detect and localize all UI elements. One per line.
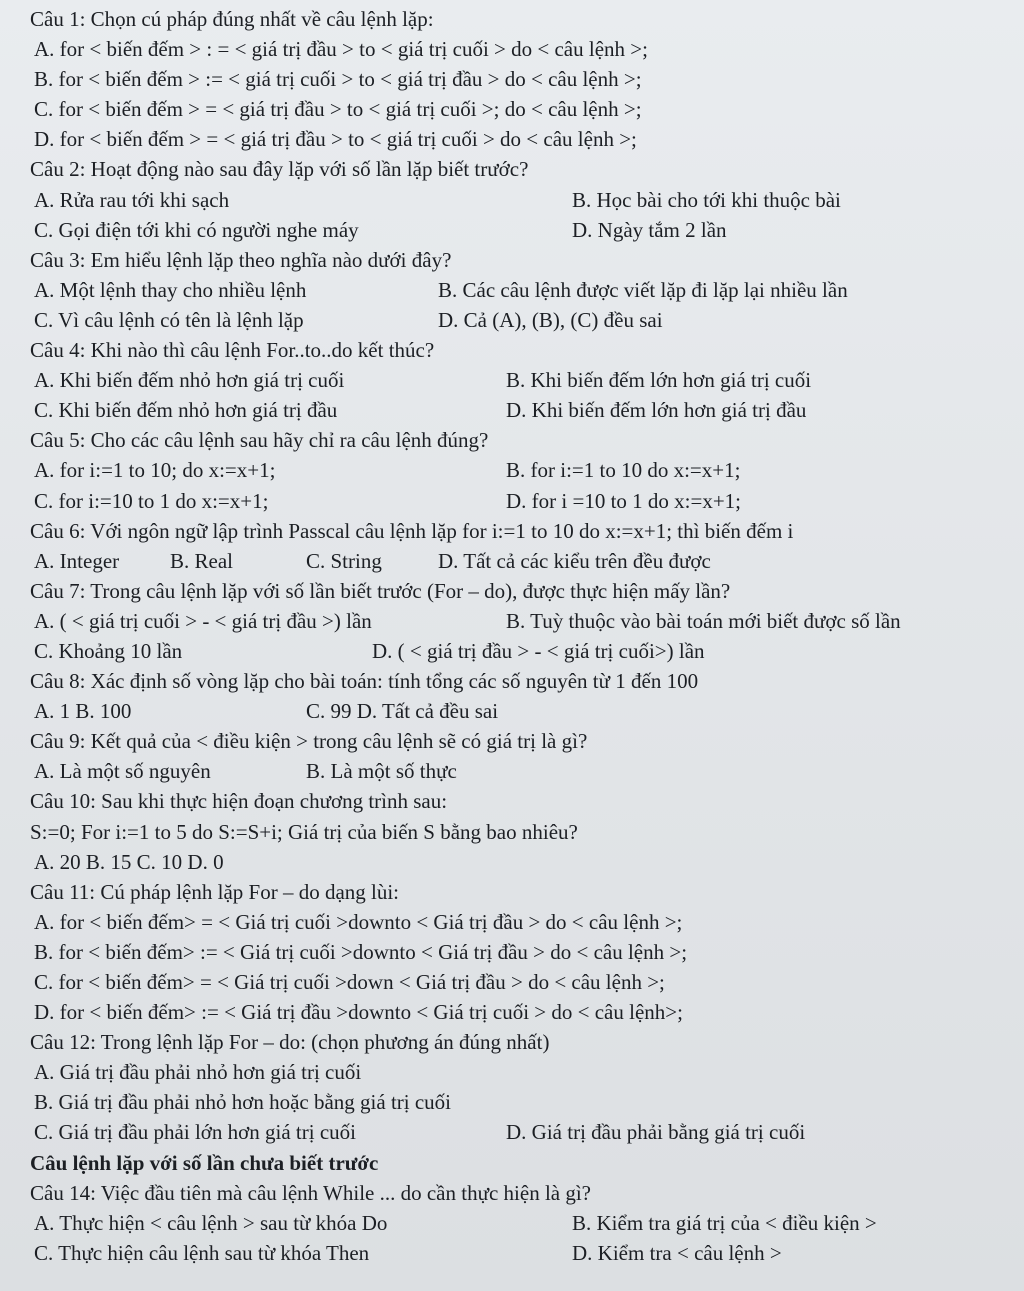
question-7-option-c: C. Khoảng 10 lần	[34, 638, 183, 663]
question-14-option-c: C. Thực hiện câu lệnh sau từ khóa Then	[34, 1240, 370, 1265]
question-6-option-d: D. Tất cả các kiểu trên đều được	[438, 548, 711, 573]
question-12: Câu 12: Trong lệnh lặp For – do: (chọn phương án đúng nhất)	[30, 1030, 550, 1055]
question-5-option-b: B. for i:=1 to 10 do x:=x+1;	[506, 458, 741, 483]
question-7: Câu 7: Trong câu lệnh lặp với số lần biết trước (For – do), được thực hiện mấy lần?	[30, 578, 731, 603]
question-12-option-d: D. Giá trị đầu phải bằng giá trị cuối	[506, 1120, 806, 1145]
question-2-option-a: A. Rửa rau tới khi sạch	[34, 187, 230, 212]
question-14-options-cd	[30, 1238, 1010, 1268]
question-9-option-b: B. Là một số thực	[306, 759, 457, 784]
question-7-option-b: B. Tuỳ thuộc vào bài toán mới biết được số lần	[506, 608, 901, 633]
question-14: Câu 14: Việc đầu tiên mà câu lệnh While ... do cần thực hiện là gì?	[30, 1180, 592, 1205]
question-4-option-a: A. Khi biến đếm nhỏ hơn giá trị cuối	[34, 368, 345, 393]
question-6-options	[30, 546, 1010, 576]
question-5-options-ab	[30, 455, 1010, 485]
question-14-option-a: A. Thực hiện < câu lệnh > sau từ khóa Do	[34, 1210, 388, 1235]
question-12-options-cd	[30, 1117, 1010, 1147]
question-14-options-ab	[30, 1208, 1010, 1238]
question-8: Câu 8: Xác định số vòng lặp cho bài toán: tính tổng các số nguyên từ 1 đến 100	[30, 669, 699, 694]
question-8-options-cd: C. 99 D. Tất cả đều sai	[306, 699, 499, 724]
question-10: Câu 10: Sau khi thực hiện đoạn chương trình sau:	[30, 789, 448, 814]
question-3-options-cd	[30, 305, 1010, 335]
question-10-code: S:=0; For i:=1 to 5 do S:=S+i; Giá trị của biến S bằng bao nhiêu?	[30, 819, 578, 844]
question-6-option-c: C. String	[306, 548, 382, 573]
question-14-option-b: B. Kiểm tra giá trị của < điều kiện >	[572, 1210, 877, 1235]
question-1-option-c: C. for < biến đếm > = < giá trị đầu > to < giá trị cuối >; do < câu lệnh >;	[34, 97, 642, 122]
question-11: Câu 11: Cú pháp lệnh lặp For – do dạng lùi:	[30, 879, 400, 904]
question-9: Câu 9: Kết quả của < điều kiện > trong câu lệnh sẽ có giá trị là gì?	[30, 729, 588, 754]
question-7-options-ab	[30, 606, 1010, 636]
question-4: Câu 4: Khi nào thì câu lệnh For..to..do kết thúc?	[30, 338, 435, 363]
question-7-option-a: A. ( < giá trị cuối > - < giá trị đầu >) lần	[34, 608, 372, 633]
question-12-option-a: A. Giá trị đầu phải nhỏ hơn giá trị cuối	[34, 1060, 362, 1085]
question-5: Câu 5: Cho các câu lệnh sau hãy chỉ ra câu lệnh đúng?	[30, 428, 489, 453]
question-2-option-b: B. Học bài cho tới khi thuộc bài	[572, 187, 841, 212]
question-11-option-b: B. for < biến đếm> := < Giá trị cuối >downto < Giá trị đầu > do < câu lệnh >;	[34, 939, 688, 964]
question-11-option-a: A. for < biến đếm> = < Giá trị cuối >downto < Giá trị đầu > do < câu lệnh >;	[34, 909, 683, 934]
question-5-options-cd	[30, 486, 1010, 516]
question-11-option-d: D. for < biến đếm> := < Giá trị đầu >downto < Giá trị cuối > do < câu lệnh>;	[34, 1000, 683, 1025]
question-12-option-c: C. Giá trị đầu phải lớn hơn giá trị cuối	[34, 1120, 356, 1145]
question-9-options	[30, 756, 1010, 786]
question-7-options-cd	[30, 636, 1010, 666]
question-8-options-ab: A. 1 B. 100	[34, 699, 132, 724]
question-9-option-a: A. Là một số nguyên	[34, 759, 211, 784]
question-3-option-c: C. Vì câu lệnh có tên là lệnh lặp	[34, 307, 304, 332]
question-7-option-d: D. ( < giá trị đầu > - < giá trị cuối>) lần	[372, 638, 705, 663]
section-heading: Câu lệnh lặp với số lần chưa biết trước	[30, 1150, 379, 1175]
question-10-options: A. 20 B. 15 C. 10 D. 0	[34, 849, 224, 874]
question-3-option-d: D. Cả (A), (B), (C) đều sai	[438, 307, 663, 332]
question-8-options	[30, 696, 1010, 726]
question-4-option-b: B. Khi biến đếm lớn hơn giá trị cuối	[506, 368, 812, 393]
question-3-option-b: B. Các câu lệnh được viết lặp đi lặp lại nhiều lần	[438, 277, 848, 302]
question-2-options-ab	[30, 185, 1010, 215]
question-5-option-a: A. for i:=1 to 10; do x:=x+1;	[34, 458, 276, 483]
question-1-option-a: A. for < biến đếm > : = < giá trị đầu > to < giá trị cuối > do < câu lệnh >;	[34, 37, 648, 62]
question-2-option-d: D. Ngày tắm 2 lần	[572, 217, 727, 242]
question-2-option-c: C. Gọi điện tới khi có người nghe máy	[34, 217, 359, 242]
question-4-options-cd	[30, 395, 1010, 425]
question-1: Câu 1: Chọn cú pháp đúng nhất về câu lệnh lặp:	[30, 7, 434, 31]
question-6: Câu 6: Với ngôn ngữ lập trình Passcal câu lệnh lặp for i:=1 to 10 do x:=x+1; thì biến đếm i	[30, 518, 794, 543]
question-12-option-b: B. Giá trị đầu phải nhỏ hơn hoặc bằng giá trị cuối	[34, 1090, 452, 1115]
question-5-option-d: D. for i =10 to 1 do x:=x+1;	[506, 488, 742, 513]
question-6-option-b: B. Real	[170, 548, 233, 573]
question-1-option-b: B. for < biến đếm > := < giá trị cuối > to < giá trị đầu > do < câu lệnh >;	[34, 67, 642, 92]
question-4-options-ab	[30, 365, 1010, 395]
question-4-option-c: C. Khi biến đếm nhỏ hơn giá trị đầu	[34, 398, 338, 423]
question-6-option-a: A. Integer	[34, 548, 120, 573]
question-3-option-a: A. Một lệnh thay cho nhiều lệnh	[34, 277, 307, 302]
question-2-options-cd	[30, 215, 1010, 245]
question-3: Câu 3: Em hiểu lệnh lặp theo nghĩa nào dưới đây?	[30, 247, 452, 272]
question-5-option-c: C. for i:=10 to 1 do x:=x+1;	[34, 488, 269, 513]
question-14-option-d: D. Kiểm tra < câu lệnh >	[572, 1240, 782, 1265]
question-11-option-c: C. for < biến đếm> = < Giá trị cuối >down < Giá trị đầu > do < câu lệnh >;	[34, 970, 665, 994]
question-3-options-ab	[30, 275, 1010, 305]
question-1-option-d: D. for < biến đếm > = < giá trị đầu > to < giá trị cuối > do < câu lệnh >;	[34, 127, 637, 152]
question-2: Câu 2: Hoạt động nào sau đây lặp với số lần lặp biết trước?	[30, 157, 529, 182]
question-4-option-d: D. Khi biến đếm lớn hơn giá trị đầu	[506, 398, 807, 423]
